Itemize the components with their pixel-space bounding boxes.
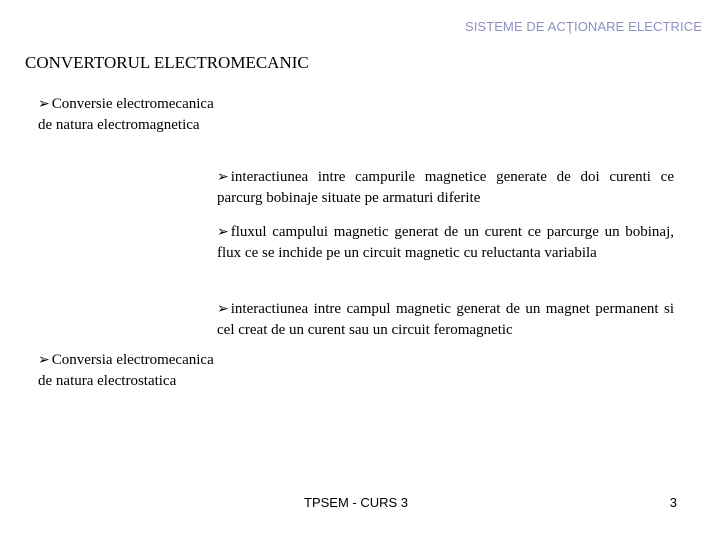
bullet-permanent-magnet (217, 299, 674, 341)
bullet-variable-reluctance (217, 222, 674, 264)
bullet-text: interactiunea intre campul magnetic generat de un magnet permanent si cel creat de un curent sau un circuit feromagnetic (217, 301, 674, 338)
bullet-interaction-currents (217, 167, 674, 209)
bullet-text: fluxul campului magnetic generat de un curent ce parcurge un bobinaj, flux ce se inchide pe un circuit magnetic cu reluctanta variabila (217, 224, 674, 261)
slide-title: CONVERTORUL ELECTROMECANIC (25, 53, 309, 72)
footer-label: TPSEM - CURS 3 (304, 495, 409, 510)
arrow-bullet-icon: ➢ (38, 352, 50, 368)
bullet-text: Conversie electromecanica de natura electromagnetica (38, 96, 214, 133)
arrow-bullet-icon: ➢ (217, 301, 229, 317)
arrow-bullet-icon: ➢ (217, 224, 229, 240)
bullet-electrostatic (38, 350, 228, 392)
arrow-bullet-icon: ➢ (217, 169, 229, 185)
bullet-electromagnetic (38, 94, 228, 136)
arrow-bullet-icon: ➢ (38, 96, 50, 112)
page-number: 3 (669, 495, 677, 510)
bullet-text: Conversia electromecanica de natura electrostatica (38, 352, 214, 389)
bullet-text: interactiunea intre campurile magnetice generate de doi curenti ce parcurg bobinaje situate pe armaturi diferite (217, 169, 674, 206)
course-header: SISTEME DE ACŢIONARE ELECTRICE (464, 19, 702, 34)
